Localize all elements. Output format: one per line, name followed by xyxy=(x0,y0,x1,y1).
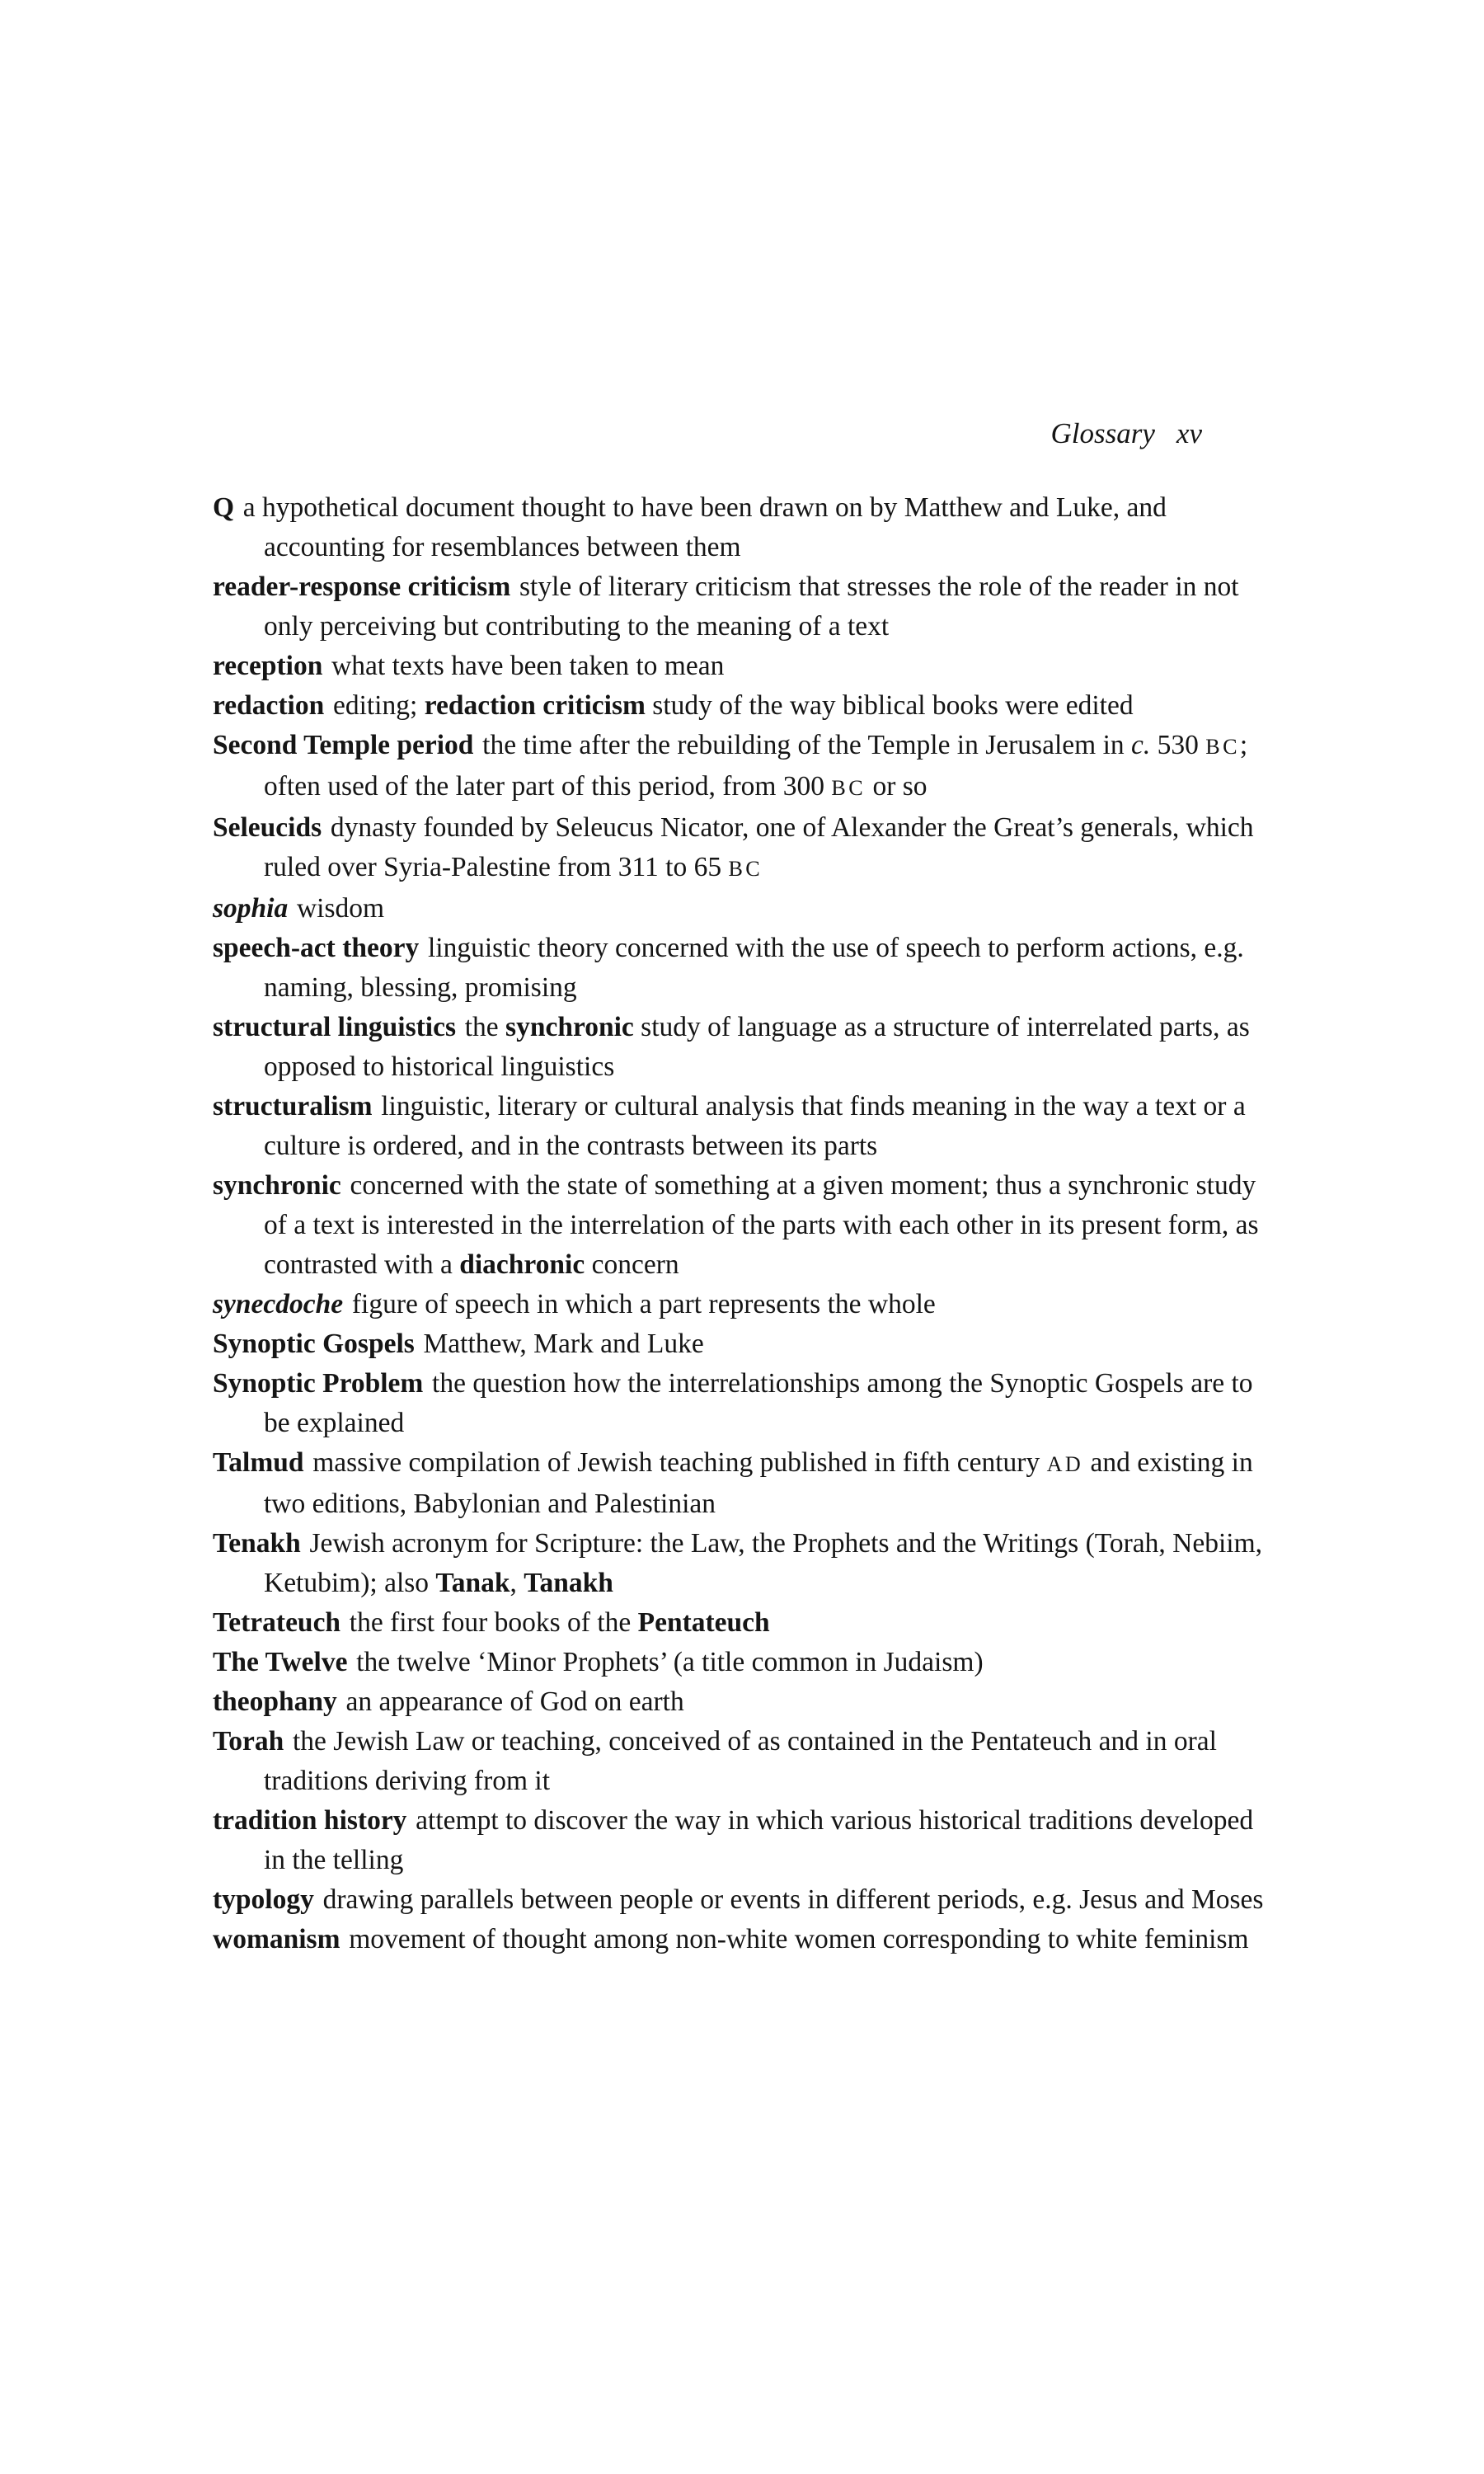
glossary-normal-text: a hypothetical document thought to have been drawn on by Matthew and Luke, and accounting for resemblances between them xyxy=(242,492,1167,562)
glossary-normal-text: style of literary criticism that stresses the role of the reader in not only perceiving but contributing to the meaning of a text xyxy=(264,571,1239,642)
running-head xyxy=(213,417,1263,450)
glossary-normal-text: Matthew, Mark and Luke xyxy=(423,1329,704,1359)
glossary-normal-text: an appearance of God on earth xyxy=(345,1686,684,1717)
glossary-entry xyxy=(213,1166,1266,1285)
glossary-normal-text: attempt to discover the way in which various historical traditions developed in the telling xyxy=(264,1805,1254,1875)
glossary-normal-text: study of language as a structure of interrelated parts, as opposed to historical linguistics xyxy=(264,1012,1250,1082)
glossary-normal-text: and existing in two editions, Babylonian and Palestinian xyxy=(264,1447,1253,1519)
glossary-normal-text: the question how the interrelationships among the Synoptic Gospels are to be explained xyxy=(264,1368,1253,1438)
glossary-term-italic-text: synecdoche xyxy=(213,1289,344,1319)
glossary-normal-text: the first four books of the xyxy=(349,1607,638,1638)
running-head-title: Glossary xyxy=(1050,417,1155,449)
glossary-term-text: Tenakh xyxy=(213,1528,301,1559)
glossary-normal-text: the time after the rebuilding of the Temple in Jerusalem in xyxy=(482,730,1131,760)
glossary-normal-text: movement of thought among non-white women corresponding to white feminism xyxy=(349,1924,1249,1954)
glossary-entry xyxy=(213,1682,1266,1722)
glossary-entry xyxy=(213,1008,1266,1087)
glossary-term-text: tradition history xyxy=(213,1805,407,1836)
glossary-smallcaps-text: BC xyxy=(1205,735,1240,759)
glossary-term-text: Talmud xyxy=(213,1447,304,1478)
glossary-bold-text: Pentateuch xyxy=(637,1607,770,1638)
glossary-bold-text: redaction criticism xyxy=(424,690,646,721)
glossary-entry xyxy=(213,1524,1266,1603)
glossary-term-italic-text: sophia xyxy=(213,893,289,924)
glossary-normal-text: figure of speech in which a part represents the whole xyxy=(351,1289,936,1319)
glossary-term-text: redaction xyxy=(213,690,325,721)
glossary-term-text: structuralism xyxy=(213,1091,373,1122)
glossary-term-text: Tetrateuch xyxy=(213,1607,341,1638)
glossary-list xyxy=(213,488,1266,1959)
glossary-smallcaps-text: AD xyxy=(1046,1452,1084,1476)
glossary-entry xyxy=(213,726,1266,808)
glossary-normal-text: ; often used of the later part of this period, from 300 xyxy=(264,730,1248,802)
glossary-entry xyxy=(213,808,1266,889)
glossary-term-text: reception xyxy=(213,651,323,681)
glossary-normal-text: the xyxy=(464,1012,506,1042)
glossary-term-text: Torah xyxy=(213,1726,284,1757)
glossary-italic-text: c. xyxy=(1131,730,1151,760)
glossary-normal-text: massive compilation of Jewish teaching published in fifth century xyxy=(312,1447,1047,1478)
glossary-entry xyxy=(213,1285,1266,1324)
glossary-entry xyxy=(213,1920,1266,1959)
glossary-bold-text: Tanakh xyxy=(524,1568,613,1598)
glossary-entry xyxy=(213,929,1266,1008)
glossary-term-text: Seleucids xyxy=(213,812,322,843)
glossary-normal-text: editing; xyxy=(332,690,425,721)
glossary-normal-text: or so xyxy=(866,771,928,802)
glossary-bold-text: Tanak xyxy=(435,1568,510,1598)
glossary-entry xyxy=(213,1643,1266,1682)
glossary-smallcaps-text: BC xyxy=(728,857,763,881)
glossary-bold-text: diachronic xyxy=(459,1249,585,1280)
glossary-term-text: synchronic xyxy=(213,1170,341,1201)
glossary-entry xyxy=(213,686,1266,726)
glossary-entry xyxy=(213,647,1266,686)
glossary-term-text: womanism xyxy=(213,1924,340,1954)
glossary-entry xyxy=(213,567,1266,647)
glossary-term-text: structural linguistics xyxy=(213,1012,456,1042)
glossary-term-text: Second Temple period xyxy=(213,730,474,760)
glossary-normal-text: , xyxy=(510,1568,524,1598)
glossary-entry xyxy=(213,1443,1266,1524)
glossary-normal-text: study of the way biblical books were edited xyxy=(645,690,1134,721)
glossary-term-text: theophany xyxy=(213,1686,337,1717)
glossary-entry xyxy=(213,1603,1266,1643)
glossary-entry xyxy=(213,1880,1266,1920)
glossary-term-text: Synoptic Gospels xyxy=(213,1329,415,1359)
glossary-normal-text: the Jewish Law or teaching, conceived of as contained in the Pentateuch and in oral traditions deriving from it xyxy=(264,1726,1217,1796)
glossary-normal-text: concern xyxy=(585,1249,679,1280)
glossary-term-text: typology xyxy=(213,1884,314,1915)
glossary-term-text: reader-response criticism xyxy=(213,571,511,602)
glossary-entry xyxy=(213,1722,1266,1801)
glossary-smallcaps-text: BC xyxy=(831,776,866,800)
glossary-term-text: Q xyxy=(213,492,235,523)
glossary-normal-text: linguistic, literary or cultural analysis that finds meaning in the way a text or a culture is ordered, and in the contrasts between its parts xyxy=(264,1091,1246,1161)
glossary-normal-text: linguistic theory concerned with the use of speech to perform actions, e.g. naming, blessing, promising xyxy=(264,933,1244,1003)
glossary-entry xyxy=(213,1324,1266,1364)
glossary-normal-text: concerned with the state of something at a given moment; thus a synchronic study of a text is interested in the interrelation of the parts with each other in its present form, as contrasted with a xyxy=(264,1170,1259,1280)
glossary-entry xyxy=(213,1801,1266,1880)
glossary-normal-text: what texts have been taken to mean xyxy=(331,651,725,681)
glossary-normal-text: 530 xyxy=(1150,730,1206,760)
glossary-entry xyxy=(213,889,1266,929)
glossary-normal-text: the twelve ‘Minor Prophets’ (a title common in Judaism) xyxy=(356,1647,984,1677)
glossary-entry xyxy=(213,1364,1266,1443)
glossary-entry xyxy=(213,488,1266,567)
glossary-normal-text: dynasty founded by Seleucus Nicator, one of Alexander the Great’s generals, which ruled over Syria-Palestine from 311 to 65 xyxy=(264,812,1254,882)
glossary-normal-text: drawing parallels between people or events in different periods, e.g. Jesus and Moses xyxy=(322,1884,1264,1915)
page-number: xv xyxy=(1176,417,1202,449)
glossary-bold-text: synchronic xyxy=(505,1012,634,1042)
glossary-entry xyxy=(213,1087,1266,1166)
glossary-normal-text: Jewish acronym for Scripture: the Law, the Prophets and the Writings (Torah, Nebiim, Ketubim); also xyxy=(264,1528,1263,1598)
glossary-term-text: speech-act theory xyxy=(213,933,420,963)
glossary-normal-text: wisdom xyxy=(296,893,385,924)
glossary-term-text: The Twelve xyxy=(213,1647,348,1677)
glossary-term-text: Synoptic Problem xyxy=(213,1368,424,1399)
